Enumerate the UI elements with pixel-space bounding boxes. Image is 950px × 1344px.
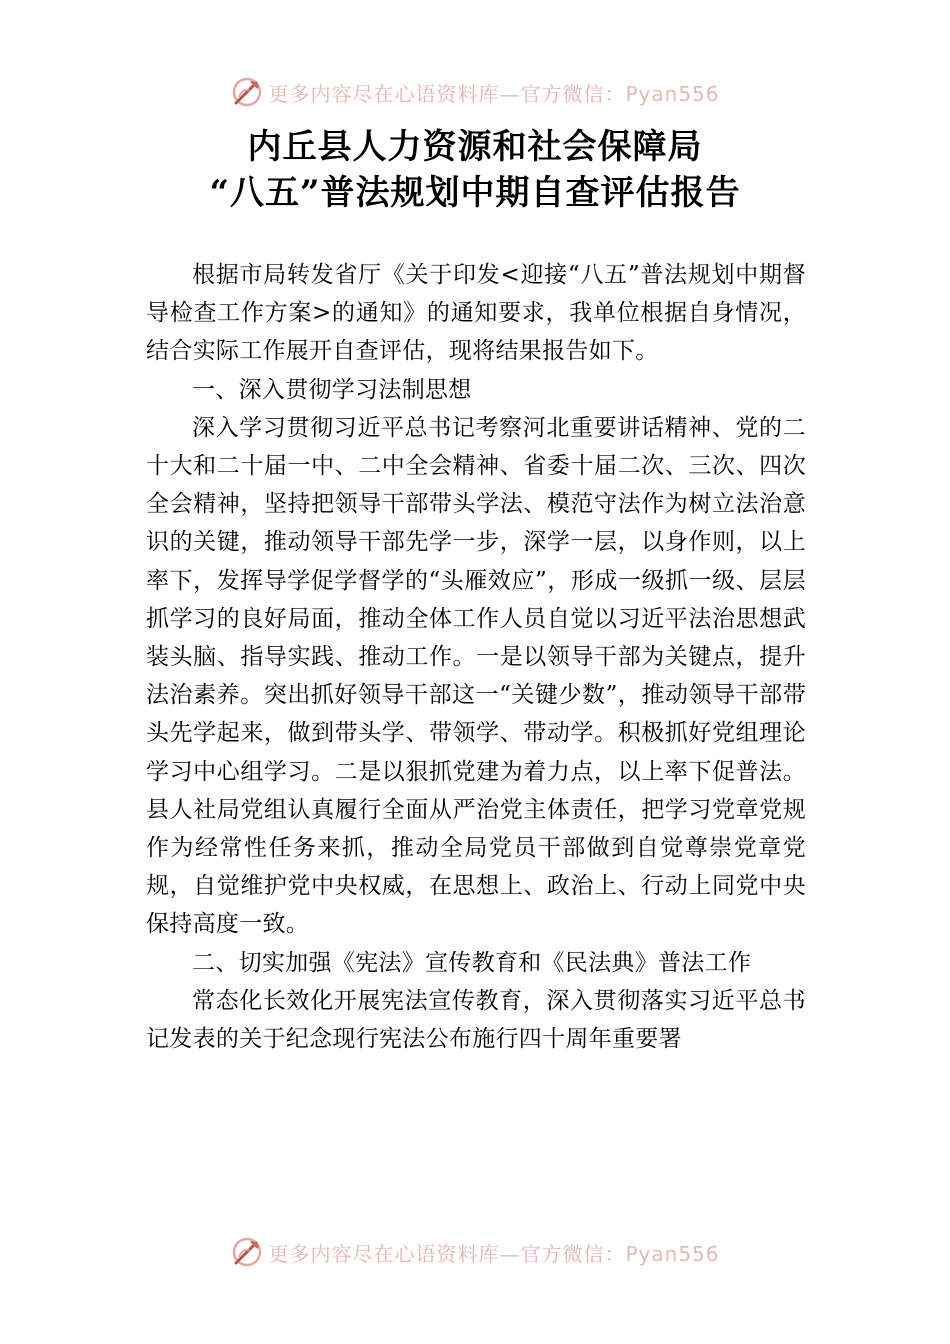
watermark-text	[268, 1238, 719, 1267]
header-watermark	[0, 72, 950, 112]
brand-logo-icon	[230, 1235, 264, 1269]
document-body	[146, 256, 806, 1058]
section-2-paragraph: 常态化长效化开展宪法宣传教育，深入贯彻落实习近平总书记发表的关于纪念现行宪法公布施行四十周年重要署	[146, 987, 806, 1053]
section-heading-1: 一、深入贯彻学习法制思想	[192, 376, 472, 403]
footer-watermark	[0, 1232, 950, 1272]
watermark-wechat-id: Pyan556	[625, 81, 720, 106]
document-title-line-1: 内丘县人力资源和社会保障局	[247, 127, 703, 167]
watermark-wechat-id: Pyan556	[625, 1241, 720, 1266]
intro-paragraph: 根据市局转发省厅《关于印发<迎接“八五”普法规划中期督导检查工作方案>的通知》的通知要求，我单位根据自身情况，结合实际工作展开自查评估，现将结果报告如下。	[146, 262, 806, 365]
watermark-label: 更多内容尽在心语资料库—官方微信：	[268, 1241, 626, 1266]
watermark-label: 更多内容尽在心语资料库—官方微信：	[268, 81, 626, 106]
document-title-line-2: “八五”普法规划中期自查评估报告	[209, 173, 741, 213]
section-heading-2: 二、切实加强《宪法》宣传教育和《民法典》普法工作	[192, 949, 752, 976]
section-1-paragraph: 深入学习贯彻习近平总书记考察河北重要讲话精神、党的二十大和二十届一中、二中全会精神、省委十届二次、三次、四次全会精神，坚持把领导干部带头学法、模范守法作为树立法治意识的关键，推动领导干部先学一步，深学一层，以身作则，以上率下，发挥导学促学督学的“头雁效应”，形成一级抓一级、层层抓学习的良好局面，推动全体工作人员自觉以习近平法治思想武装头脑、指导实践、推动工作。一是以领导干部为关键点，提升法治素养。突出抓好领导干部这一“关键少数”，推动领导干部带头先学起来，做到带头学、带领学、带动学。积极抓好党组理论学习中心组学习。二是以狠抓党建为着力点，以上率下促普法。县人社局党组认真履行全面从严治党主体责任，把学习党章党规作为经常性任务来抓，推动全局党员干部做到自觉尊崇党章党规，自觉维护党中央权威，在思想上、政治上、行动上同党中央保持高度一致。	[146, 414, 806, 938]
watermark-text	[268, 78, 719, 107]
brand-logo-icon	[230, 75, 264, 109]
